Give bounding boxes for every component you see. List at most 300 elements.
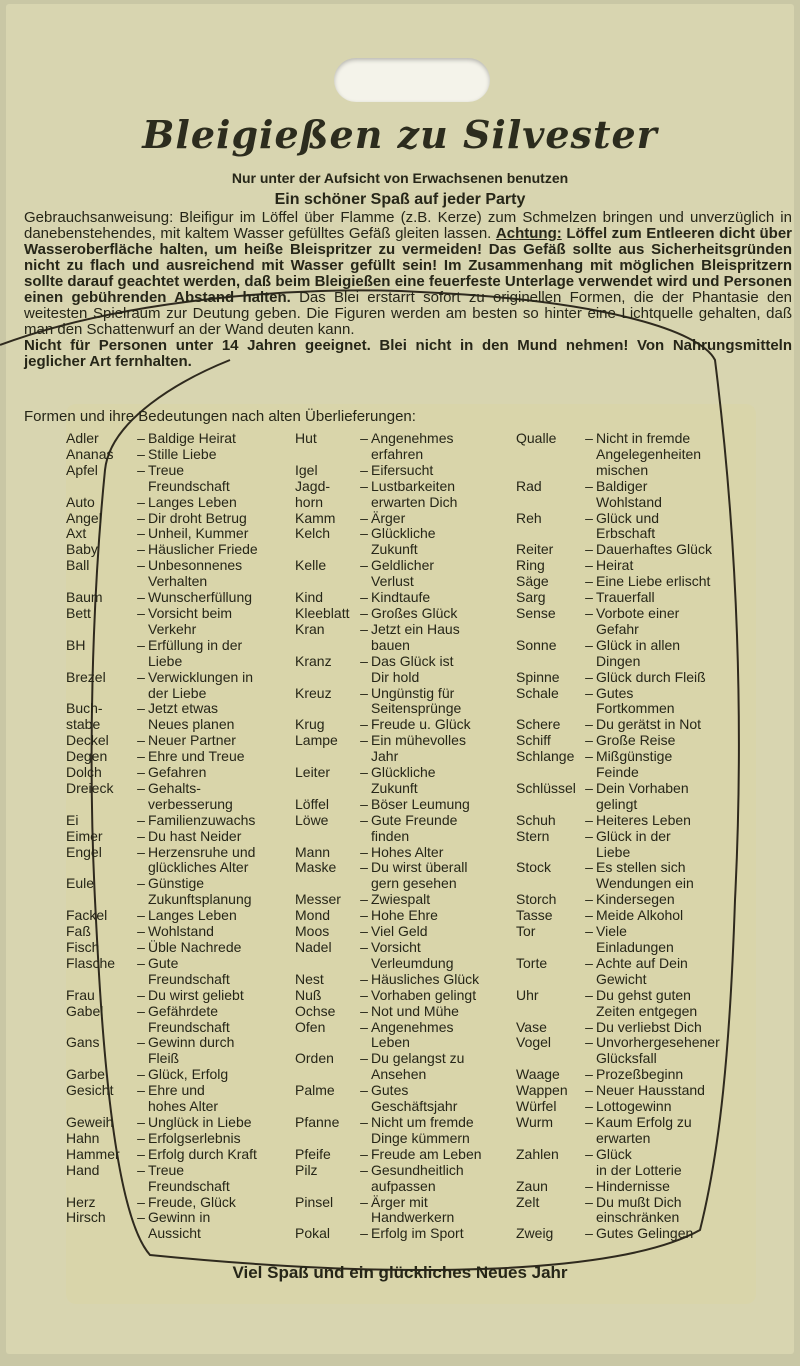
list-item [516,1195,766,1227]
shape-meaning: Lottogewinn [596,1098,672,1115]
dash: – [585,954,593,971]
list-item [66,590,316,606]
list-item [295,511,545,527]
list-item [516,686,766,718]
shape-meaning: Gutes Geschäftsjahr [371,1082,458,1115]
list-item [66,813,316,829]
shape-name: Geweih [66,1113,114,1130]
safety-text: Löffel zum Entleeren dicht über Wasseroberfläche halten, um heiße Bleispritzer zu vermeiden! Das Gefäß sollte aus Sicherheitsgründen nicht zu flach und ausreichend mit Wasser gefüllt sein! Im Zusammenhang mit möglichen Bleispritzern sollte darauf geachtet werden, daß beim Bleigießen eine feuerfeste Unterlage verwendet wird und Personen einen gebührenden Abstand halten. [24,225,793,306]
list-item [295,845,545,861]
shape-name: Orden [295,1050,334,1067]
dash: – [360,557,368,574]
shape-name: Baby [66,541,98,558]
dash: – [360,652,368,669]
shape-name: Auto [66,493,95,510]
shape-meaning: Ärger mit Handwerkern [371,1193,455,1226]
list-item [516,924,766,956]
dash: – [585,1193,593,1210]
list-item [516,829,766,861]
shape-name: Sonne [516,636,557,653]
shape-name: Torte [516,954,548,971]
shape-meaning: Achte auf Dein Gewicht [596,954,688,987]
dash: – [137,748,145,765]
shape-name: Nadel [295,939,332,955]
shape-name: Löwe [295,811,329,828]
shape-meaning: Du gehst guten Zeiten entgegen [596,986,698,1019]
shape-meaning: Gutes Fortkommen [596,684,675,717]
list-item [516,956,766,988]
dash: – [360,732,368,749]
list-item [516,1020,766,1036]
shape-meaning: Nicht um fremde Dinge kümmern [371,1113,474,1146]
shape-meaning: Lustbarkeiten erwarten Dich [371,477,458,510]
dash: – [360,509,368,526]
meanings-heading: Formen und ihre Bedeutungen nach alten Überlieferungen: [24,408,416,425]
list-item [66,988,316,1004]
list-item [66,1195,316,1211]
page-title: Bleigießen zu Silvester [142,112,658,157]
dash: – [137,1002,145,1019]
dash: – [585,604,593,621]
list-item [516,1226,766,1242]
dash: – [360,604,368,621]
list-item [516,860,766,892]
list-item [66,701,316,733]
list-item [516,749,766,781]
shape-meaning: Angenehmes erfahren [371,430,454,462]
shape-name: Axt [66,525,87,542]
shape-name: Frau [66,986,95,1003]
shape-meaning: Langes Leben [148,907,237,924]
list-item [295,1226,545,1242]
shape-meaning: Jetzt ein Haus bauen [371,620,460,653]
shape-meaning: Dauerhaftes Glück [596,541,712,558]
shape-name: Angel [66,509,102,526]
shape-meaning: Hohe Ehre [371,907,438,924]
list-item [295,733,545,765]
interpretation-text: Das Blei erstarrt sofort zu originellen Formen, die der Phantasie den weitesten Spielraum zur Deutung geben. Die Figuren werden am besten so hinter eine Lichtquelle gehalten, daß man den Schattenwurf an der Wand deuten kann. [24,289,793,338]
dash: – [585,1113,593,1130]
shape-meaning: Großes Glück [371,604,458,621]
dash: – [137,430,145,446]
shape-meaning: Gefahren [148,764,207,781]
list-item [66,1083,316,1115]
dash: – [137,1034,145,1051]
shape-meaning: Große Reise [596,732,676,749]
shape-name: Pokal [295,1225,331,1242]
shape-meaning: Nicht in fremde Angelegenheiten mischen [596,430,702,478]
shape-meaning: Unheil, Kummer [148,525,249,542]
shape-meaning: Häusliches Glück [371,970,480,987]
age-warning: Nicht für Personen unter 14 Jahren geeignet. Blei nicht in den Mund nehmen! Von Nahrungsmitteln jeglicher Art fernhalten. [24,337,792,370]
dash: – [137,1193,145,1210]
list-item [66,1035,316,1067]
list-item [66,670,316,702]
shape-name: Storch [516,891,557,908]
shape-name: Sense [516,604,556,621]
shape-name: Fisch [66,939,100,955]
shape-meaning: Ehre und hohes Alter [148,1082,219,1115]
list-item [295,622,545,654]
list-item [516,511,766,543]
shape-meaning: Du gelangst zu Ansehen [371,1050,465,1083]
list-item [66,765,316,781]
shape-meaning: Hohes Alter [371,843,444,860]
shape-name: Stock [516,859,552,876]
list-item [66,495,316,511]
shape-meaning: Prozeßbeginn [596,1066,684,1083]
dash: – [137,525,145,542]
shape-name: Pfeife [295,1145,331,1162]
shape-name: Mann [295,843,331,860]
shape-meaning: Viele Einladungen [596,923,674,955]
shape-name: Ball [66,557,90,574]
shape-name: Ochse [295,1002,336,1019]
dash: – [137,923,145,940]
meanings-column-1 [66,431,316,1242]
shape-name: Degen [66,748,108,765]
list-item [295,1195,545,1227]
dash: – [137,700,145,717]
shape-meaning: Gute Freunde finden [371,811,458,844]
shape-name: Jagd- horn [295,477,331,510]
shape-meaning: Böser Leumung [371,795,470,812]
shape-name: Schere [516,716,561,733]
list-item [516,908,766,924]
dash: – [137,1161,145,1178]
list-item [66,1067,316,1083]
list-item [66,1004,316,1036]
list-item [66,749,316,765]
shape-meaning: Wunscherfüllung [148,589,253,606]
dash: – [137,493,145,510]
dash: – [137,779,145,796]
shape-meaning: Eifersucht [371,461,434,478]
list-item [66,638,316,670]
shape-meaning: Stille Liebe [148,445,217,462]
list-item [295,972,545,988]
list-item [516,1179,766,1195]
list-item [516,638,766,670]
shape-meaning: Günstige Zukunftsplanung [148,875,252,908]
shape-name: Hand [66,1161,100,1178]
shape-meaning: Glückliche Zukunft [371,764,436,796]
shape-name: Apfel [66,461,98,478]
list-item [66,1163,316,1195]
shape-meaning: Freude u. Glück [371,716,471,733]
shape-meaning: Meide Alkohol [596,907,684,924]
shape-meaning: Erfolg im Sport [371,1225,464,1242]
shape-meaning: Verwicklungen in der Liebe [148,668,254,701]
dash: – [360,684,368,701]
shape-meaning: Vorbote einer Gefahr [596,604,680,637]
dash: – [360,1145,368,1162]
list-item [66,956,316,988]
shape-name: Lampe [295,732,338,749]
list-item [295,940,545,972]
dash: – [137,1113,145,1130]
list-item [295,479,545,511]
shape-name: Wappen [516,1082,568,1099]
dash: – [360,923,368,940]
shape-meaning: Gehalts- verbesserung [148,779,233,812]
list-item [66,829,316,845]
shape-name: Hirsch [66,1209,106,1226]
meanings-column-3 [516,431,766,1242]
shape-name: Buch- stabe [66,700,103,733]
list-item [516,1035,766,1067]
dash: – [585,1177,593,1194]
shape-meaning: Herzensruhe und glückliches Alter [148,843,256,876]
shape-name: Nest [295,970,324,987]
shape-name: Igel [295,461,318,478]
dash: – [585,430,593,446]
dash: – [360,525,368,542]
shape-name: Kleeblatt [295,604,350,621]
shape-meaning: Mißgünstige Feinde [596,748,673,781]
shape-meaning: Geldlicher Verlust [371,557,435,590]
list-item [516,590,766,606]
dash: – [360,764,368,781]
dash: – [137,1066,145,1083]
shape-meaning: Freude, Glück [148,1193,236,1210]
shape-meaning: Kaum Erfolg zu erwarten [596,1113,692,1146]
list-item [66,876,316,908]
list-item [516,542,766,558]
shape-name: Säge [516,573,549,590]
shape-name: Schale [516,684,559,701]
shape-meaning: Du mußt Dich einschränken [596,1193,682,1226]
list-item [295,1163,545,1195]
shape-meaning: Es stellen sich Wendungen ein [596,859,694,892]
shape-meaning: Das Glück ist Dir hold [371,652,454,685]
shape-name: Ofen [295,1018,326,1035]
shape-meaning: Trauerfall [596,589,655,606]
shape-meaning: Langes Leben [148,493,237,510]
dash: – [360,891,368,908]
shape-meaning: Angenehmes Leben [371,1018,454,1051]
list-item [516,988,766,1020]
shape-name: Tor [516,923,536,940]
dash: – [585,811,593,828]
shape-name: Spinne [516,668,560,685]
dash: – [137,764,145,781]
dash: – [585,716,593,733]
shape-name: Uhr [516,986,539,1003]
instructions-intro: Gebrauchsanweisung: Bleifigur im Löffel über Flamme (z.B. Kerze) zum Schmelzen bringen und unverzüglich in danebenstehendes, mit kaltem Wasser gefülltes Gefäß gleiten lassen. [24,209,792,242]
shape-name: Leiter [295,764,331,781]
list-item [295,797,545,813]
dash: – [137,589,145,606]
dash: – [585,859,593,876]
dash: – [137,1082,145,1099]
shape-name: Garbe [66,1066,105,1083]
list-item [66,431,316,447]
shape-meaning: Gute Freundschaft [148,954,230,987]
list-item [516,1083,766,1099]
shape-name: Hut [295,430,317,446]
shape-name: Brezel [66,668,106,685]
list-item [516,1067,766,1083]
shape-meaning: Glück in allen Dingen [596,636,681,669]
shape-meaning: Glück in der Liebe [596,827,671,860]
list-item [66,1147,316,1163]
shape-name: Gesicht [66,1082,114,1099]
list-item [295,717,545,733]
list-item [295,908,545,924]
list-item [516,431,766,479]
list-item [516,1099,766,1115]
shape-meaning: Ehre und Treue [148,748,245,765]
list-item [66,1115,316,1131]
dash: – [585,541,593,558]
dash: – [360,843,368,860]
list-item [295,1083,545,1115]
shape-name: Gans [66,1034,100,1051]
dash: – [360,1193,368,1210]
dash: – [585,477,593,494]
shape-meaning: Treue Freundschaft [148,1161,230,1194]
dash: – [360,986,368,1003]
list-item [66,924,316,940]
dash: – [585,891,593,908]
shape-meaning: Du verliebst Dich [596,1018,702,1035]
list-item [516,781,766,813]
shape-name: Adler [66,430,99,446]
shape-name: Kelch [295,525,331,542]
list-item [295,1115,545,1147]
shape-meaning: Üble Nachrede [148,939,242,955]
shape-name: Pilz [295,1161,318,1178]
shape-name: Vase [516,1018,547,1035]
dash: – [360,430,368,446]
list-item [66,558,316,590]
shape-name: Zelt [516,1193,540,1210]
shape-name: Würfel [516,1098,557,1115]
dash: – [137,843,145,860]
shape-meaning: Not und Mühe [371,1002,459,1019]
dash: – [137,732,145,749]
shape-meaning: Unglück in Liebe [148,1113,252,1130]
dash: – [137,509,145,526]
dash: – [585,779,593,796]
shape-meaning: Kindersegen [596,891,675,908]
shape-meaning: Erfüllung in der Liebe [148,636,243,669]
dash: – [137,827,145,844]
shape-meaning: Glückliche Zukunft [371,525,436,558]
list-item [295,1051,545,1083]
list-item [295,1147,545,1163]
dash: – [360,589,368,606]
dash: – [137,811,145,828]
shape-meaning: Glück in der Lotterie [596,1145,682,1178]
shape-name: Hahn [66,1129,100,1146]
dash: – [137,668,145,685]
dash: – [137,604,145,621]
dash: – [137,954,145,971]
list-item [295,860,545,892]
shape-meaning: Du hast Neider [148,827,242,844]
list-item [295,431,545,463]
dash: – [360,1161,368,1178]
dash: – [585,1034,593,1051]
shape-meaning: Häuslicher Friede [148,541,258,558]
list-item [295,813,545,845]
shape-meaning: Viel Geld [371,923,428,940]
dash: – [585,668,593,685]
shape-name: Schuh [516,811,556,828]
shape-name: Rad [516,477,542,494]
dash: – [585,986,593,1003]
footer-greeting: Viel Spaß und ein glückliches Neues Jahr [232,1263,568,1282]
list-item [295,765,545,797]
shape-name: Fackel [66,907,108,924]
list-item [66,908,316,924]
dash: – [585,573,593,590]
shape-meaning: Gesundheitlich aufpassen [371,1161,464,1194]
shape-meaning: Hindernisse [596,1177,670,1194]
list-item [295,988,545,1004]
dash: – [137,1129,145,1146]
list-item [66,1210,316,1242]
shape-name: Kamm [295,509,336,526]
shape-name: Herz [66,1193,96,1210]
shape-meaning: Heiteres Leben [596,811,691,828]
shape-name: Messer [295,891,341,908]
dash: – [360,795,368,812]
list-item [295,606,545,622]
list-item [516,1115,766,1147]
shape-name: Ananas [66,445,114,462]
shape-name: Faß [66,923,91,940]
shape-name: Ring [516,557,545,574]
shape-name: Nuß [295,986,322,1003]
dash: – [137,461,145,478]
shape-name: Vogel [516,1034,552,1051]
dash: – [585,589,593,606]
dash: – [585,509,593,526]
shape-meaning: Ärger [371,509,406,526]
subtitle: Ein schöner Spaß auf jeder Party [274,191,526,208]
shape-name: Schlange [516,748,575,765]
dash: – [585,636,593,653]
meanings-column-2 [295,431,545,1242]
shape-name: Löffel [295,795,329,812]
shape-name: Engel [66,843,102,860]
shape-meaning: Dir droht Betrug [148,509,247,526]
list-item [295,558,545,590]
shape-name: Eule [66,875,95,892]
shape-meaning: Neuer Hausstand [596,1082,705,1099]
shape-name: Wurm [516,1113,554,1130]
shape-name: Stern [516,827,550,844]
shape-name: Eimer [66,827,103,844]
dash: – [585,1225,593,1242]
shape-name: Qualle [516,430,557,446]
dash: – [585,684,593,701]
shape-name: Maske [295,859,337,876]
dash: – [360,939,368,955]
shape-name: Kind [295,589,324,606]
shape-name: Ei [66,811,79,828]
shape-meaning: Du gerätst in Not [596,716,702,733]
dash: – [360,477,368,494]
dash: – [137,636,145,653]
shape-name: Tasse [516,907,553,924]
shape-name: Moos [295,923,330,940]
shape-name: Pinsel [295,1193,334,1210]
list-item [66,606,316,638]
